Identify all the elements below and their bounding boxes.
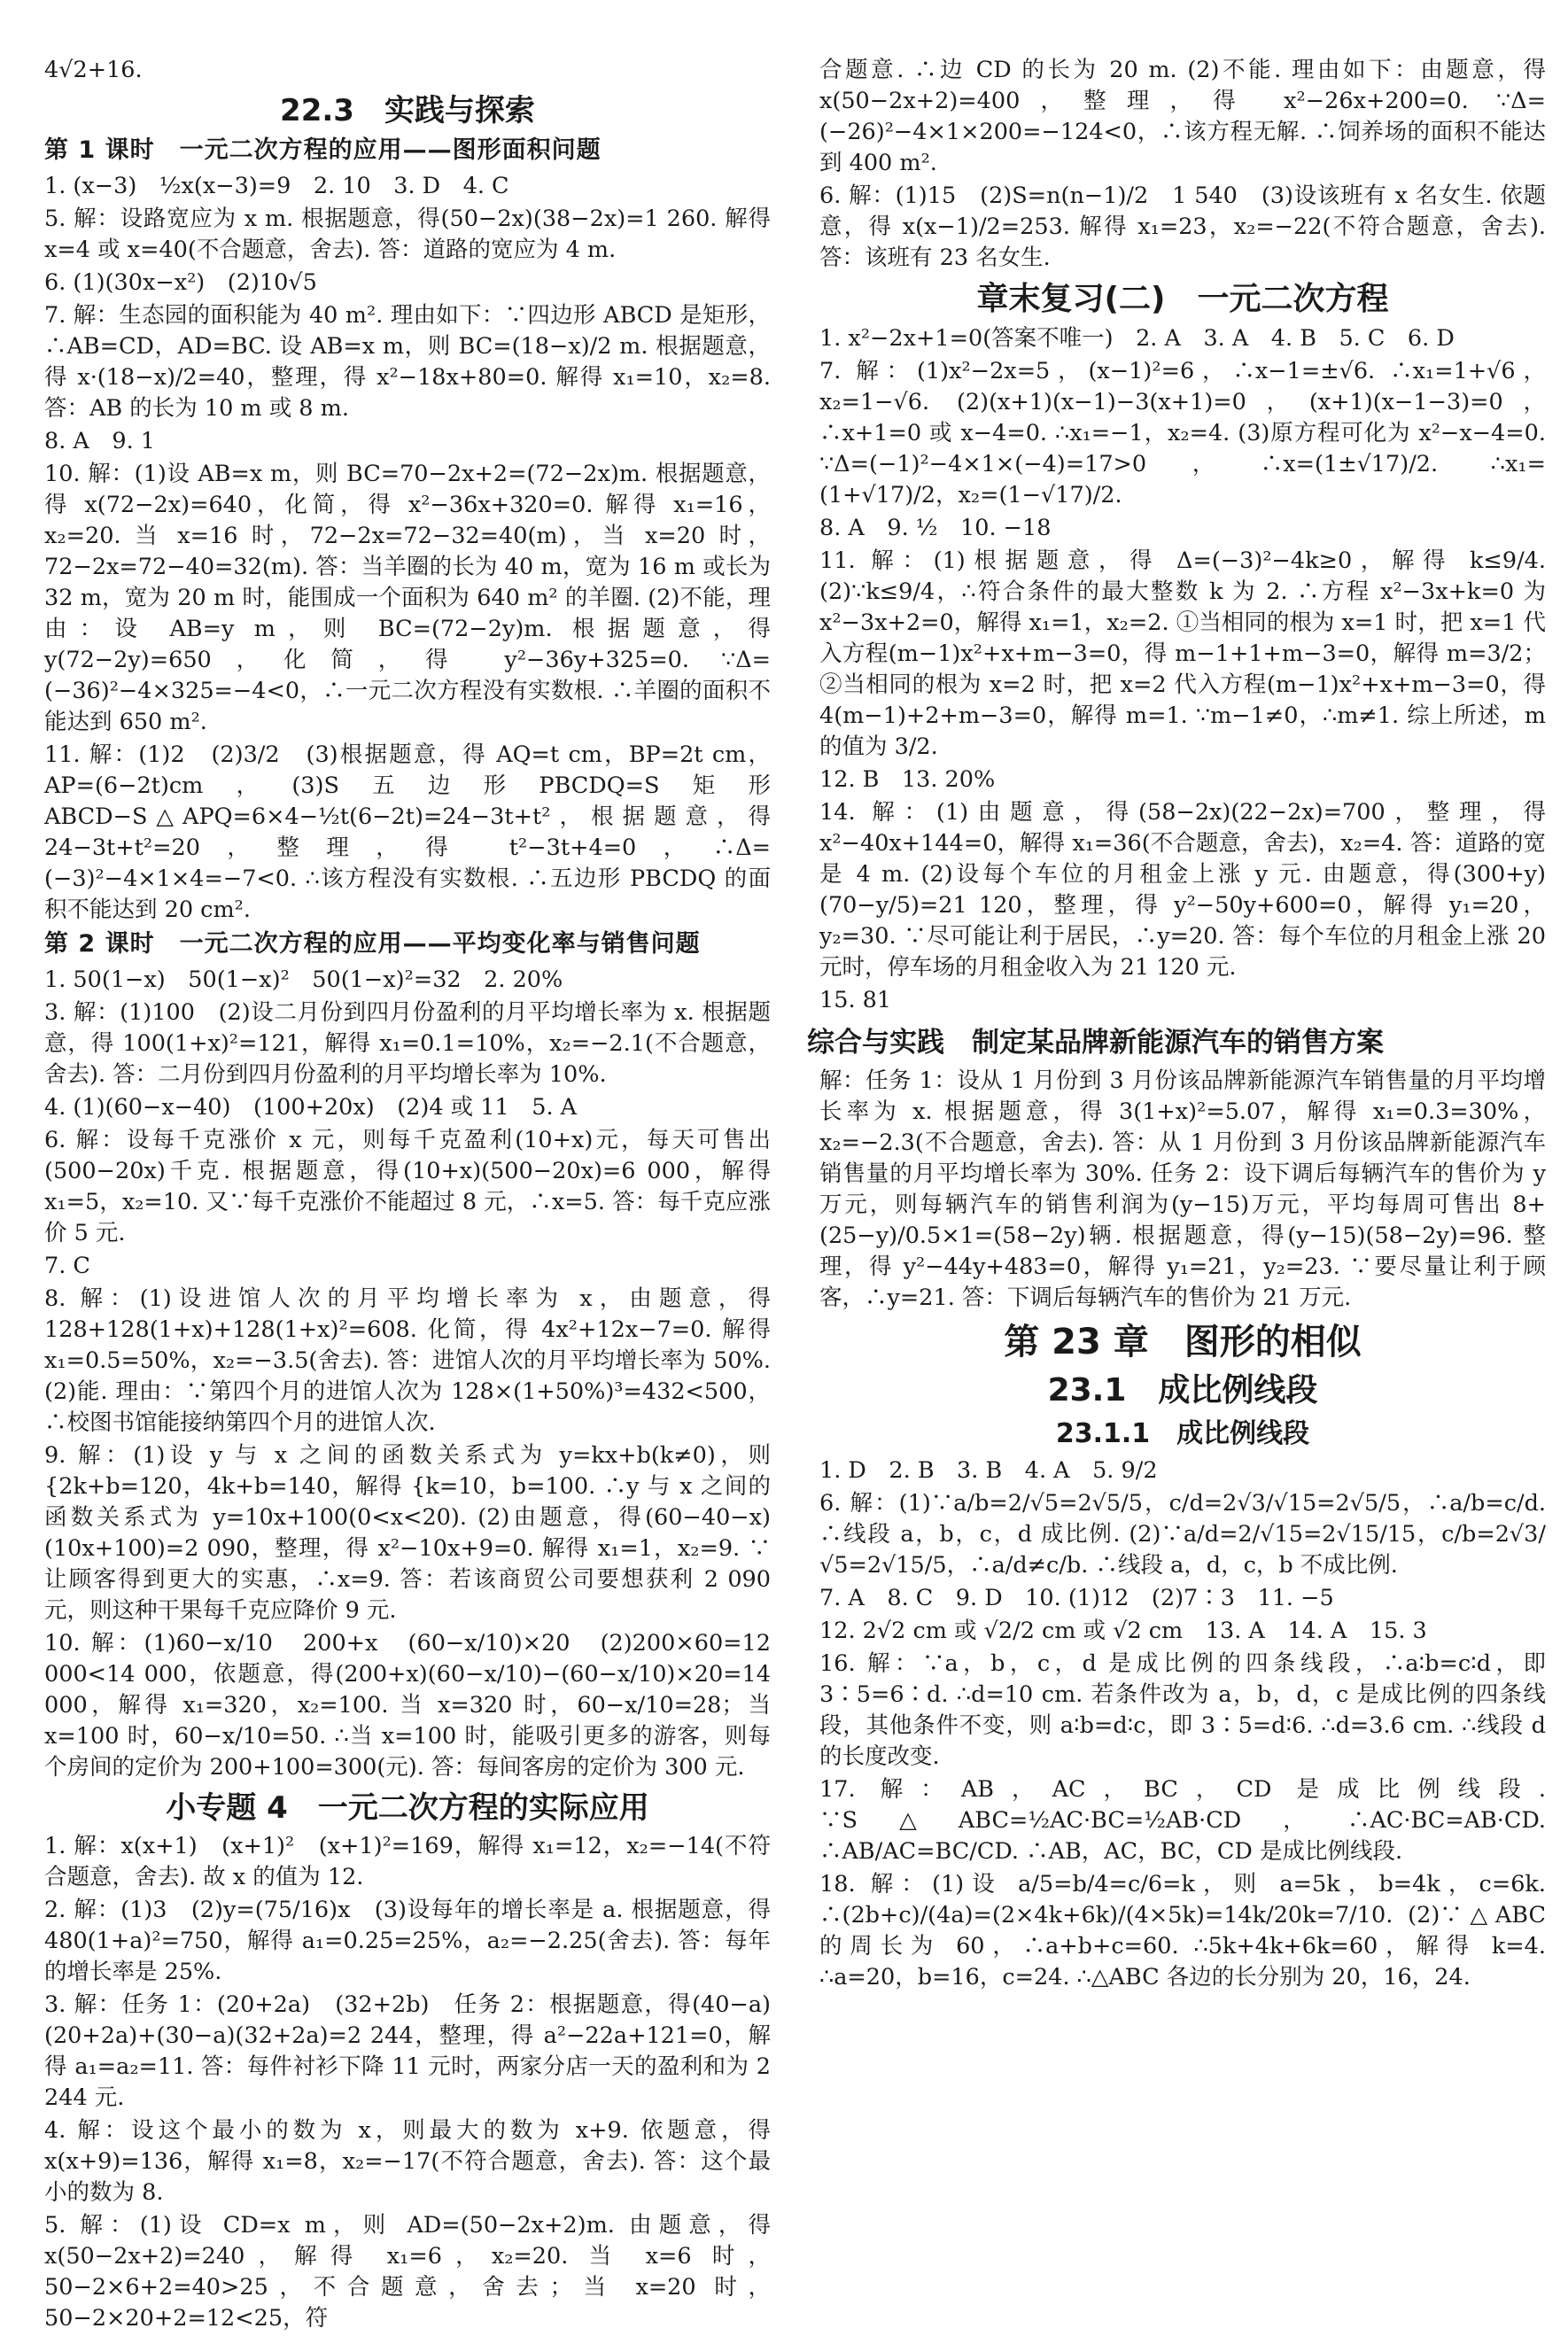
answer-block: 合题意. ∴边 CD 的长为 20 m. (2)不能. 理由如下：由题意，得 x(50−2x+2)=400，整理，得 x²−26x+200=0. ∵Δ=(−26)²−4×1×200=−124<0，∴该方程无解. ∴饲养场的面积不能达到 400 m². — [819, 57, 1546, 176]
lesson-heading: 第 1 课时 一元二次方程的应用——图形面积问题 — [44, 136, 602, 164]
answer-block: 11. 解：(1)根据题意，得 Δ=(−3)²−4k≥0，解得 k≤9/4. (2)∵k≤9/4，∴符合条件的最大整数 k 为 2. ∴方程 x²−3x+k=0 为 x²−3x+2=0，解得 x₁=1，x₂=2. ①当相同的根为 x=1 时，把 x=1 代入方程(m−1)x²+x+m−3=0，得 m−1+1+m−3=0，解得 m=3/2；②当相同的根为 x=2 时，把 x=2 代入方程(m−1)x²+x+m−3=0，得 4(m−1)+2+m−3=0，解得 m=1. ∵m−1≠0，∴m≠1. 综上所述，m 的值为 3/2. — [819, 547, 1546, 760]
answer-block: 10. 解：(1)设 AB=x m，则 BC=70−2x+2=(72−2x)m. 根据题意，得 x(72−2x)=640，化简，得 x²−36x+320=0. 解得 x₁=16，x₂=20. 当 x=16 时，72−2x=72−32=40(m)，当 x=20 时，72−2x=72−40=32(m). 答：当羊圈的长为 40 m，宽为 16 m 或长为 32 m，宽为 20 m 时，能围成一个面积为 640 m² 的羊圈. (2)不能，理由：设 AB=y m，则 BC=(72−2y)m. 根据题意，得 y(72−2y)=650，化简，得 y²−36y+325=0. ∵Δ=(−36)²−4×325=−4<0，∴一元二次方程没有实数根. ∴羊圈的面积不能达到 650 m². — [44, 461, 771, 735]
answer-block: 7. 解：(1)x²−2x=5，(x−1)²=6，∴x−1=±√6. ∴x₁=1+√6，x₂=1−√6. (2)(x+1)(x−1)−3(x+1)=0，(x+1)(x−1−3)=0，∴x+1=0 或 x−4=0. ∴x₁=−1，x₂=4. (3)原方程可化为 x²−x−4=0. ∵Δ=(−1)²−4×1×(−4)=17>0，∴x=(1±√17)/2. ∴x₁=(1+√17)/2，x₂=(1−√17)/2. — [819, 358, 1546, 508]
answer-block: 4√2+16. — [44, 57, 143, 83]
answer-block: 5. 解：(1)设 CD=x m，则 AD=(50−2x+2)m. 由题意，得 x(50−2x+2)=240，解得 x₁=6，x₂=20. 当 x=6 时，50−2×6+2=40>25，不合题意，舍去；当 x=20 时，50−2×20+2=12<25，符 — [44, 2212, 771, 2332]
answer-block: 9. 解：(1)设 y 与 x 之间的函数关系式为 y=kx+b(k≠0)，则 {2k+b=120，4k+b=140，解得 {k=10，b=100. ∴y 与 x 之间的函数关系式为 y=10x+100(0<x<20). (2)由题意，得(60−40−x)(10x+100)=2 090，整理，得 x²−10x+9=0. 解得 x₁=1，x₂=9. ∵让顾客得到更大的实惠，∴x=9. 答：若该商贸公司要想获利 2 090 元，则这种干果每千克应降价 9 元. — [44, 1442, 771, 1624]
answer-block: 12. 2√2 cm 或 √2/2 cm 或 √2 cm 13. A 14. A 15. 3 — [819, 1618, 1427, 1644]
answer-block: 7. C — [44, 1253, 90, 1279]
answer-block: 11. 解：(1)2 (2)3/2 (3)根据题意，得 AQ=t cm，BP=2t cm，AP=(6−2t)cm，(3)S五边形PBCDQ=S矩形ABCD−S△APQ=6×4−½t(6−2t)=24−3t+t²，根据题意，得 24−3t+t²=20，整理，得 t²−3t+4=0，∴Δ=(−3)²−4×1×4=−7<0. ∴该方程没有实数根. ∴五边形 PBCDQ 的面积不能达到 20 cm². — [44, 741, 771, 923]
answer-block: 3. 解：(1)100 (2)设二月份到四月份盈利的月平均增长率为 x. 根据题意，得 100(1+x)²=121，解得 x₁=0.1=10%，x₂=−2.1(不合题意，舍去). 答：二月份到四月份盈利的月平均增长率为 10%. — [44, 999, 771, 1088]
answer-block: 6. (1)(30x−x²) (2)10√5 — [44, 269, 317, 296]
answer-block: 12. B 13. 20% — [819, 766, 996, 793]
answer-block: 10. 解：(1)60−x/10 200+x (60−x/10)×20 (2)200×60=12 000<14 000，依题意，得(200+x)(60−x/10)−(60−x/10)×20=14 000，解得 x₁=320，x₂=100. 当 x=320 时，60−x/10=28；当 x=100 时，60−x/10=50. ∴当 x=100 时，能吸引更多的游客，则每个房间的定价为 200+100=300(元). 答：每间客房的定价为 300 元. — [44, 1630, 771, 1781]
answer-block: 8. A 9. 1 — [44, 428, 156, 454]
answer-block: 1. D 2. B 3. B 4. A 5. 9/2 — [819, 1457, 1158, 1484]
answer-block: 3. 解：任务 1：(20+2a) (32+2b) 任务 2：根据题意，得(40−a)(20+2a)+(30−a)(32+2a)=2 244，整理，得 a²−22a+121=0，解得 a₁=a₂=11. 答：每件衬衫下降 11 元时，两家分店一天的盈利和为 2 244 元. — [44, 1991, 771, 2111]
section-heading: 22.3 实践与探索 — [280, 93, 535, 128]
answer-block: 14. 解：(1)由题意，得(58−2x)(22−2x)=700，整理，得 x²−40x+144=0，解得 x₁=36(不合题意，舍去)，x₂=4. 答：道路的宽是 4 m. (2)设每个车位的月租金上涨 y 元. 由题意，得(300+y)(70−y/5)=21 120，整理，得 y²−50y+600=0，解得 y₁=20，y₂=30. ∵尽可能让利于居民，∴y=20. 答：每个车位的月租金上涨 20 元时，停车场的月租金收入为 21 120 元. — [819, 799, 1546, 981]
chapter-title: 第 23 章 图形的相似 — [1004, 1322, 1362, 1362]
answer-block: 8. 解：(1)设进馆人次的月平均增长率为 x，由题意，得 128+128(1+x)+128(1+x)²=608. 化简，得 4x²+12x−7=0. 解得 x₁=0.5=50%，x₂=−3.5(舍去). 答：进馆人次的月平均增长率为 50%. (2)能. 理由：∵第四个月的进馆人次为 128×(1+50%)³=432<500，∴校图书馆能接纳第四个月的进馆人次. — [44, 1285, 771, 1436]
answer-block: 6. 解：设每千克涨价 x 元，则每千克盈利(10+x)元，每天可售出(500−20x)千克. 根据题意，得(10+x)(500−20x)=6 000，解得 x₁=5，x₂=10. 又∵每千克涨价不能超过 8 元，∴x=5. 答：每千克应涨价 5 元. — [44, 1127, 771, 1246]
answer-block: 解：任务 1：设从 1 月份到 3 月份该品牌新能源汽车销售量的月平均增长率为 x. 根据题意，得 3(1+x)²=5.07，解得 x₁=0.3=30%，x₂=−2.3(不合题意，舍去). 答：从 1 月份到 3 月份该品牌新能源汽车销售量的月平均增长率为 30%. 任务 2：设下调后每辆汽车的售价为 y 万元，则每辆汽车的销售利润为(y−15)万元，平均每周可售出 8+(25−y)/0.5×1=(58−2y)辆. 根据题意，得(y−15)(58−2y)=96. 整理，得 y²−44y+483=0，解得 y₁=21，y₂=23. ∵要尽量让利于顾客，∴y=21. 答：下调后每辆汽车的售价为 21 万元. — [819, 1067, 1546, 1311]
answer-block: 6. 解：(1)15 (2)S=n(n−1)/2 1 540 (3)设该班有 x 名女生. 依题意，得 x(x−1)/2=253. 解得 x₁=23，x₂=−22(不符合题意，舍去). 答：该班有 23 名女生. — [819, 182, 1546, 271]
lesson-heading: 第 2 课时 一元二次方程的应用——平均变化率与销售问题 — [44, 930, 701, 958]
left-column — [44, 55, 771, 2336]
answer-block: 7. 解：生态园的面积能为 40 m². 理由如下：∵四边形 ABCD 是矩形，∴AB=CD，AD=BC. 设 AB=x m，则 BC=(18−x)/2 m. 根据题意，得 x·(18−x)/2=40，整理，得 x²−18x+80=0. 解得 x₁=10，x₂=8. 答：AB 的长为 10 m 或 8 m. — [44, 302, 771, 422]
section-heading: 小专题 4 一元二次方程的实际应用 — [166, 1790, 649, 1826]
answer-block: 4. (1)(60−x−40) (100+20x) (2)4 或 11 5. A — [44, 1094, 578, 1121]
answer-block: 1. 50(1−x) 50(1−x)² 50(1−x)²=32 2. 20% — [44, 966, 563, 993]
answer-block: 1. 解：x(x+1) (x+1)² (x+1)²=169，解得 x₁=12，x₂=−14(不符合题意，舍去). 故 x 的值为 12. — [44, 1833, 771, 1890]
answer-block: 6. 解：(1)∵a/b=2/√5=2√5/5，c/d=2√3/√15=2√5/5，∴a/b=c/d. ∴线段 a，b，c，d 成比例. (2)∵a/d=2/√15=2√15/15，c/b=2√3/√5=2√15/5，∴a/d≠c/b. ∴线段 a，d，c，b 不成比例. — [819, 1490, 1546, 1579]
answer-block: 5. 解：设路宽应为 x m. 根据题意，得(50−2x)(38−2x)=1 260. 解得 x=4 或 x=40(不合题意，舍去). 答：道路的宽应为 4 m. — [44, 206, 771, 263]
answer-block: 18. 解：(1)设 a/5=b/4=c/6=k，则 a=5k，b=4k，c=6k. ∴(2b+c)/(4a)=(2×4k+6k)/(4×5k)=14k/20k=7/10. (2)∵△ABC 的周长为 60，∴a+b+c=60. ∴5k+4k+6k=60，解得 k=4. ∴a=20，b=16，c=24. ∴△ABC 各边的长分别为 20，16，24. — [819, 1871, 1546, 1991]
answer-block: 15. 81 — [819, 987, 892, 1013]
chapter-heading: 章末复习(二) 一元二次方程 — [976, 281, 1389, 317]
answer-block: 1. (x−3) ½x(x−3)=9 2. 10 3. D 4. C — [44, 173, 509, 199]
answer-block: 1. x²−2x+1=0(答案不唯一) 2. A 3. A 4. B 5. C 6. D — [819, 325, 1455, 352]
answer-block: 7. A 8. C 9. D 10. (1)12 (2)7∶3 11. −5 — [819, 1585, 1334, 1611]
answer-block: 17. 解：AB，AC，BC，CD 是成比例线段. ∵S△ABC=½AC·BC=½AB·CD，∴AC·BC=AB·CD. ∴AB/AC=BC/CD. ∴AB，AC，BC，CD 是成比例线段. — [819, 1776, 1546, 1865]
practice-heading: 综合与实践 制定某品牌新能源汽车的销售方案 — [807, 1027, 1384, 1059]
subsection-heading: 23.1.1 成比例线段 — [1055, 1418, 1310, 1449]
answer-block: 16. 解：∵a，b，c，d 是成比例的四条线段，∴a∶b=c∶d，即 3∶5=6∶d. ∴d=10 cm. 若条件改为 a，b，d，c 是成比例的四条线段，其他条件不变，则 a∶b=d∶c，即 3∶5=d∶6. ∴d=3.6 cm. ∴线段 d 的长度改变. — [819, 1650, 1546, 1770]
answer-block: 2. 解：(1)3 (2)y=(75/16)x (3)设每年的增长率是 a. 根据题意，得 480(1+a)²=750，解得 a₁=0.25=25%，a₂=−2.25(舍去). 答：每年的增长率是 25%. — [44, 1897, 771, 1985]
answer-block: 8. A 9. ½ 10. −18 — [819, 515, 1052, 541]
right-column — [807, 55, 1546, 1995]
answer-block: 4. 解：设这个最小的数为 x，则最大的数为 x+9. 依题意，得 x(x+9)=136，解得 x₁=8，x₂=−17(不符合题意，舍去). 答：这个最小的数为 8. — [44, 2117, 771, 2206]
chapter-heading: 23.1 成比例线段 — [1047, 1372, 1318, 1409]
